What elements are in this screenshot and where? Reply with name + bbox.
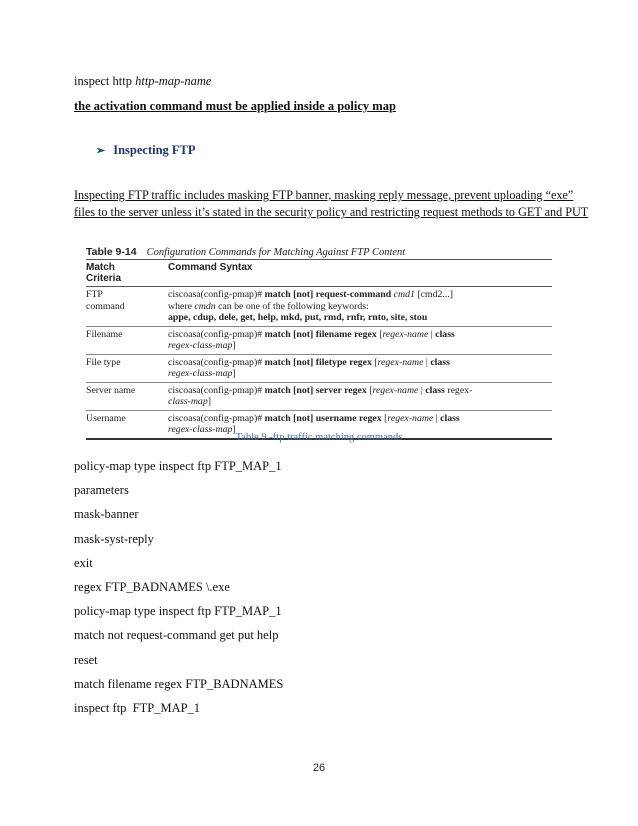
row-syntax: ciscoasa(config-pmap)# match [not] server regex [regex-name | class regex- class-map] [168,382,552,410]
section-title: Inspecting FTP [113,143,196,157]
table-header-row [86,260,552,287]
command-line: mask-syst-reply [74,531,154,546]
section-heading [96,143,196,158]
command-line: regex FTP_BADNAMES \.exe [74,579,230,594]
row-syntax: ciscoasa(config-pmap)# match [not] filename regex [regex-name | class regex-class-map] [168,326,552,354]
command-line: mask-banner [74,507,139,522]
table-row [86,354,552,382]
command-line: inspect ftp FTP_MAP_1 [74,700,201,715]
arrow-bullet-icon: ➢ [96,145,106,157]
command-line: exit [74,555,93,570]
row-syntax: ciscoasa(config-pmap)# match [not] filetype regex [regex-name | class regex-class-map] [168,354,552,382]
command-list [74,459,283,725]
paragraph-line-1: Inspecting FTP traffic includes masking FTP banner, masking reply message, prevent uploading “exe” [74,188,574,202]
row-syntax: ciscoasa(config-pmap)# match [not] request-command cmd1 [cmd2...] where cmdn can be one of the following keywords: appe, cdup, dele, get, help, mkd, put, rmd, rnfr, rnto, site, stou [168,287,552,327]
table-number: Table 9-14 [86,246,137,258]
table-row [86,287,552,327]
command-line: policy-map type inspect ftp FTP_MAP_1 [74,459,282,473]
paragraph-line-2: files to the server unless it’s stated in the security policy and restricting request methods to GET and PUT [74,205,589,219]
row-criteria: FTP command [86,287,168,327]
row-criteria: Server name [86,382,168,410]
activation-note: the activation command must be applied inside a policy map [74,99,396,113]
ftp-commands-table [86,260,552,440]
command-line: policy-map type inspect ftp FTP_MAP_1 [74,604,282,619]
table-row [86,326,552,354]
table-row [86,382,552,410]
header-match-criteria: Match Criteria [86,260,168,287]
inspect-http-command [74,74,211,89]
command-line: parameters [74,483,129,498]
table-caption: Table 9 -ftp traffic matching commands [235,432,403,443]
row-syntax: ciscoasa(config-pmap)# match [not] username regex [regex-name | class regex-class-map] [168,410,552,439]
table-figure [86,246,552,440]
command-argument: http-map-name [135,74,212,88]
command-line: match filename regex FTP_BADNAMES [74,676,284,691]
table-title: Configuration Commands for Matching Against FTP Content [146,247,406,258]
command-line: reset [74,652,98,667]
table-title-row [86,246,552,260]
page-number: 26 [312,762,326,774]
row-criteria: Username [86,410,168,439]
ftp-paragraph [74,187,614,221]
header-command-syntax: Command Syntax [168,260,552,287]
row-criteria: Filename [86,326,168,354]
command-prefix: inspect http [74,74,136,88]
command-line: match not request-command get put help [74,628,279,643]
row-criteria: File type [86,354,168,382]
